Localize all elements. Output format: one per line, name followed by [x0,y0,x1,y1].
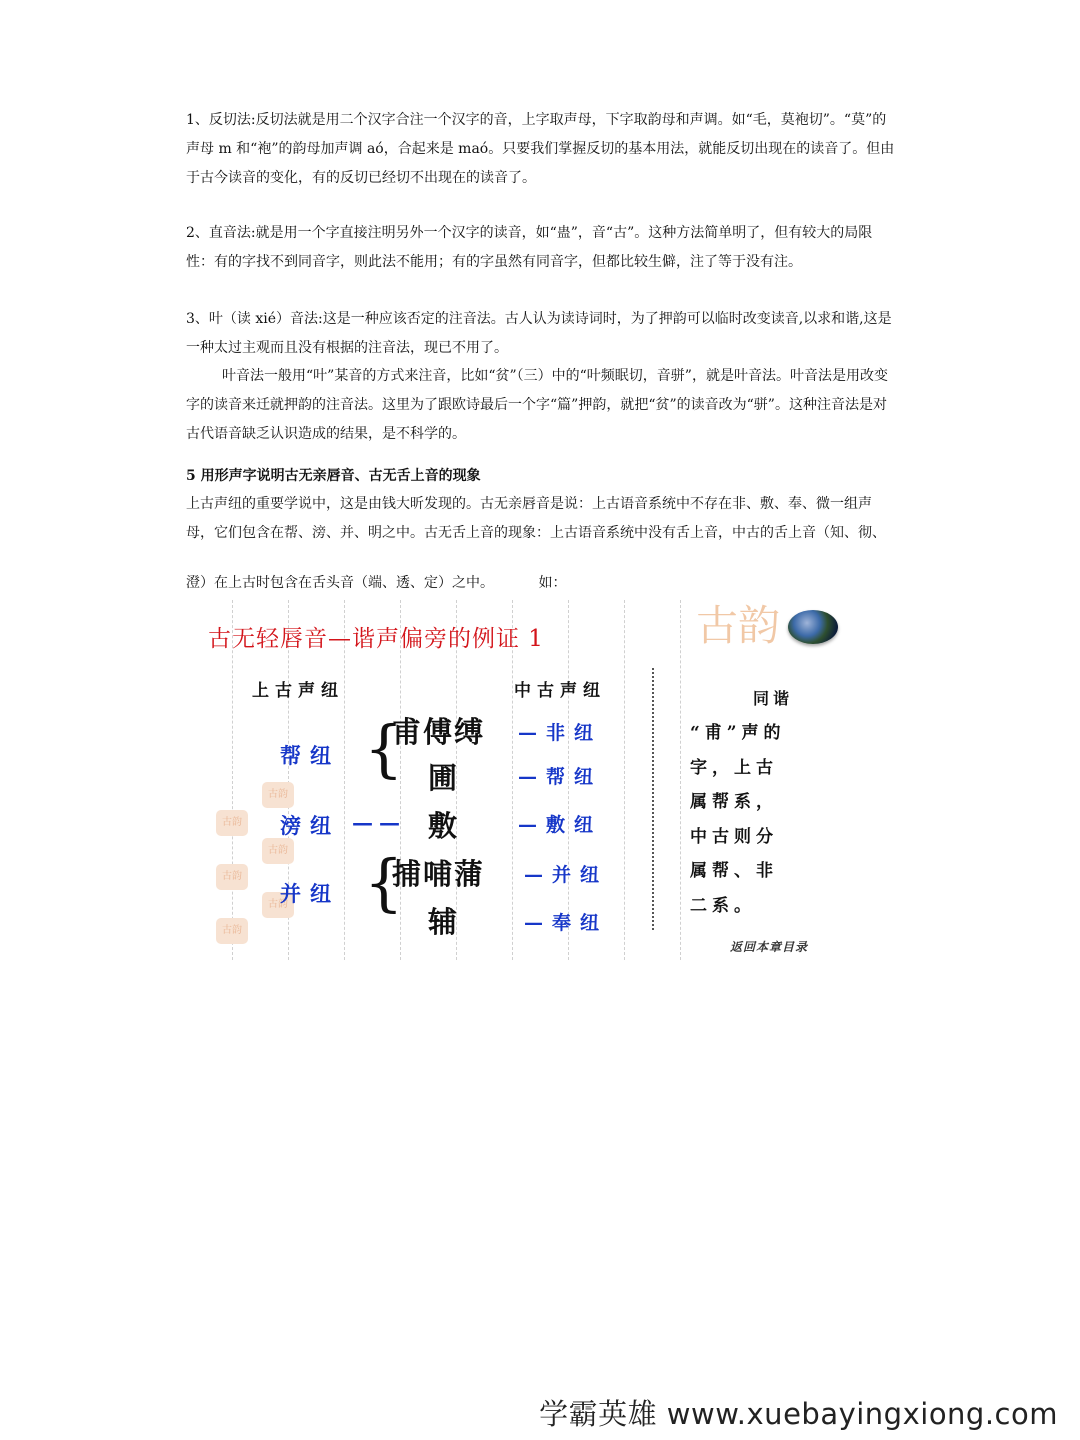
site-watermark: 学霸英雄 www.xuebayingxiong.com [539,1397,1058,1431]
note-line: “甫”声的 [690,723,786,743]
note-line: 二系。 [690,895,756,916]
tongxie-label: 同谐 [753,689,794,708]
column-header-upper: 上古声纽 [252,681,344,701]
paragraph-xieyin-detail: 叶音法一般用“叶”某音的方式来注音，比如“贫”（三）中的“叶频眠切，音骈”，就是叶音法。叶音法是用改变字的读音来迁就押韵的注音法。这里为了跟欧诗最后一个字“篇”押韵，就把“贫”的读音改为“骈”。这种注音法是对古代语音缺乏认识造成的结果，是不科学的。 [186,368,888,442]
explanation-note [690,716,820,923]
paragraph-shangu-cont: 澄）在上古时包含在舌头音（端、透、定）之中。 如： [186,575,567,591]
stamp-icon: 古韵 [262,782,294,808]
column-header-middle: 中古声纽 [514,681,606,701]
middle-initial: —敷纽 [518,814,603,836]
note-line: 字，上古 [690,757,778,778]
paragraph-zhiyin: 2、直音法:就是用一个字直接注明另外一个汉字的读音，如“蛊”，音“古”。这种方法简单明了，但有较大的局限性：有的字找不到同音字，则此法不能用；有的字虽然有同音字，但都比较生僻，注了等于没有注。 [186,225,873,270]
note-line: 中古则分 [690,826,778,847]
group-label-bang: 帮纽 [280,743,340,768]
grid-line [680,600,681,960]
grid-line [232,600,233,960]
section-heading: 5 用形声字说明古无亲唇音、古无舌上音的现象 [186,468,481,484]
note-line: 属帮系， [690,792,778,812]
middle-initial: —并纽 [524,864,609,886]
slide-image [200,600,860,960]
example-chars: 敷 [428,809,460,843]
example-chars: 辅 [428,905,460,939]
stamp-icon: 古韵 [262,838,294,864]
divider [652,668,654,930]
example-chars: 甫傅缚 [392,715,486,749]
stamp-icon: 古韵 [216,810,248,836]
middle-initial: —非纽 [518,722,603,744]
paragraph-fanqie: 1、反切法:反切法就是用二个汉字合注一个汉字的音，上字取声母，下字取韵母和声调。如“毛，莫袍切”。“莫”的声母 m 和“袍”的韵母加声调 aó，合起来是 maó。只要我们掌握反切的基本用法，就能反切出现在的读音了。但由于古今读音的变化，有的反切已经切不出现在的读音了。 [186,112,895,186]
middle-initial: —帮纽 [518,766,603,788]
stamp-icon: 古韵 [262,892,294,918]
stamp-icon: 古韵 [216,864,248,890]
back-to-contents-link[interactable]: 返回本章目录 [730,940,809,954]
brace-icon: { [364,846,404,919]
gu-yun-logo: 古韵 [696,601,781,650]
example-chars: 捕哺蒲 [392,857,486,891]
example-chars: 圃 [428,761,460,795]
globe-icon [788,610,838,644]
brace-icon: { [364,712,404,785]
stamp-icon: 古韵 [216,918,248,944]
group-label-bing: 并纽 [280,881,340,906]
paragraph-xieyin: 3、叶（读 xié）音法:这是一种应该否定的注音法。古人认为读诗词时，为了押韵可以临时改变读音,以求和谐,这是一种太过主观而且没有根据的注音法，现已不用了。 [186,311,892,356]
connector-dash: —— [352,810,406,835]
grid-line [344,600,345,960]
slide-title: 古无轻唇音—谐声偏旁的例证 1 [208,626,544,652]
note-line: 属帮、非 [690,861,778,881]
group-label-pang: 滂纽 [280,813,340,838]
paragraph-shangu: 上古声纽的重要学说中，这是由钱大昕发现的。古无亲唇音是说：上古语音系统中不存在非、敷、奉、微一组声母，它们包含在帮、滂、并、明之中。古无舌上音的现象：上古语音系统中没有舌上音，中古的舌上音（知、彻、 [186,496,886,541]
grid-line [624,600,625,960]
grid-line [512,600,513,960]
middle-initial: —奉纽 [524,912,609,934]
